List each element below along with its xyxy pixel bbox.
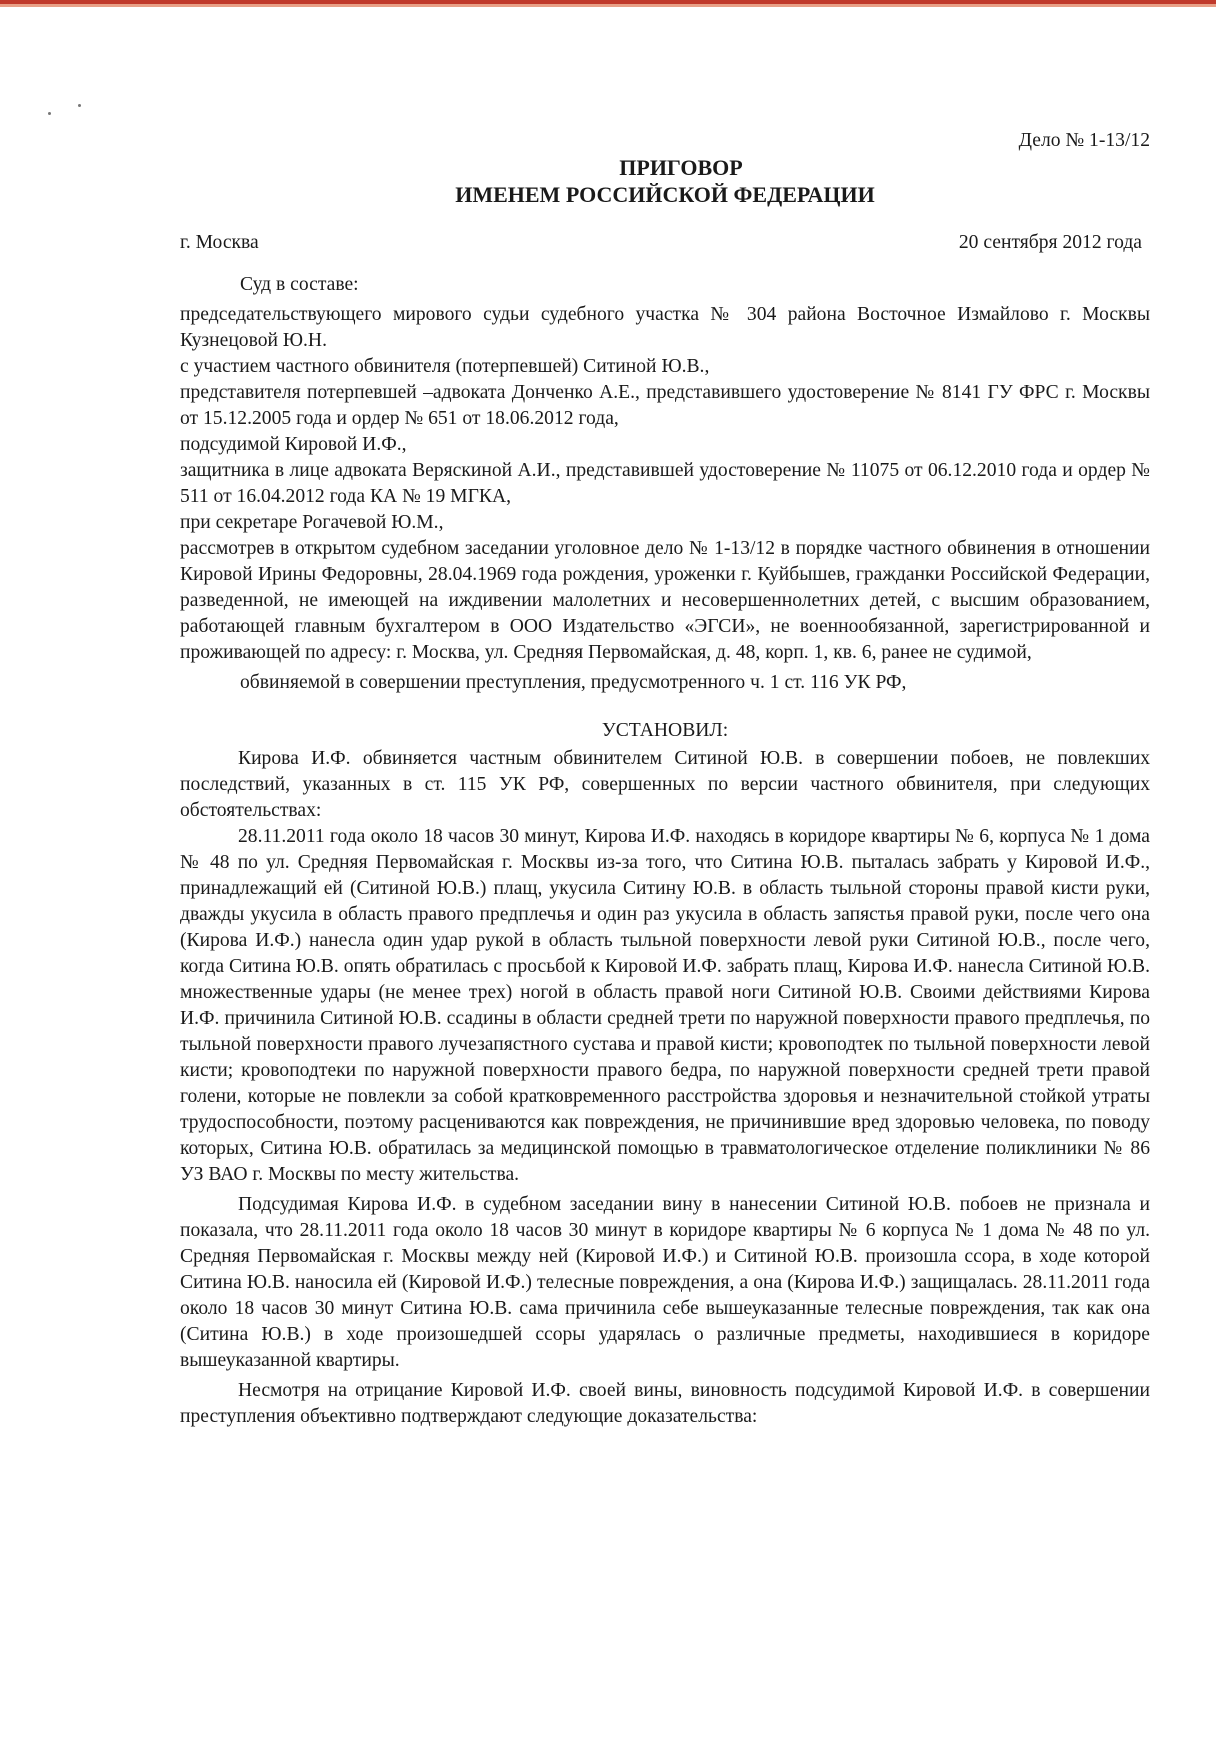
scan-speck — [48, 112, 51, 115]
case-consideration: рассмотрев в открытом судебном заседании уголовное дело № 1-13/12 в порядке частного обвинения в отношении Кировой Ирины Федоровны, 28.04.1969 года рождения, уроженки г. Куйбышев, гражданки Российской Федерации, разведенной, не имеющей на иждивении малолетних и несовершеннолетних детей, с высшим образованием, работающей главным бухгалтером в ООО Издательство «ЭГСИ», не военнообязанной, зарегистрированной и проживающей по адресу: г. Москва, ул. Средняя Первомайская, д. 48, корп. 1, кв. 6, ранее не судимой, — [180, 538, 1150, 663]
private-prosecutor: с участием частного обвинителя (потерпевшей) Ситиной Ю.В., — [180, 356, 710, 377]
paragraph-circumstances: 28.11.2011 года около 18 часов 30 минут, Кирова И.Ф. находясь в коридоре квартиры № 6, корпуса № 1 дома № 48 по ул. Средняя Первомайская г. Москвы из-за того, что Ситина Ю.В. пыталась забрать у Кировой И.Ф., принадлежащий ей (Ситиной Ю.В.) плащ, укусила Ситину Ю.В. в область тыльной стороны правой кисти руки, дважды укусила в область правого предплечья и один раз укусила в область запястья правой руки, после чего она (Кирова И.Ф.) нанесла один удар рукой в область тыльной поверхности левой руки Ситиной Ю.В., после чего, когда Ситина Ю.В. опять обратилась с просьбой к Кировой И.Ф. забрать плащ, Кирова И.Ф. нанесла Ситиной Ю.В. множественные удары (не менее трех) ногой в область правой ноги Ситиной Ю.В. Своими действиями Кирова И.Ф. причинила Ситиной Ю.В. ссадины в области средней трети по наружной поверхности правого предплечья, по тыльной поверхности правого лучезапястного сустава и правой кисти; кровоподтек по тыльной поверхности левой кисти; кровоподтеки по наружной поверхности правого бедра, по наружной поверхности средней трети правой голени, которые не повлекли за собой кратковременного расстройства здоровья и незначительной стойкой утраты трудоспособности, поэтому расцениваются как повреждения, не причинившие вред здоровью человека, по поводу которых, Ситина Ю.В. обратилась за медицинской помощью в травматологическое отделение поликлиники № 86 УЗ ВАО г. Москвы по месту жительства. — [180, 826, 1150, 1185]
case-number: Дело № 1-13/12 — [1018, 130, 1150, 151]
victim-representative: представителя потерпевшей –адвоката Донченко А.Е., представившего удостоверение № 8141 ГУ ФРС г. Москвы от 15.12.2005 года и ордер № 651 от 18.06.2012 года, — [180, 382, 1150, 429]
city-date-line — [180, 230, 1150, 256]
presiding-judge: председательствующего мирового судьи судебного участка № 304 района Восточное Измайлово г. Москвы Кузнецовой Ю.Н. — [180, 304, 1150, 351]
paragraph-evidence: Несмотря на отрицание Кировой И.Ф. своей вины, виновность подсудимой Кировой И.Ф. в совершении преступления объективно подтверждают следующие доказательства: — [180, 1380, 1150, 1427]
established-heading: УСТАНОВИЛ: — [601, 720, 729, 741]
verdict-document — [180, 128, 1150, 1430]
document-subtitle: ИМЕНЕМ РОССИЙСКОЙ ФЕДЕРАЦИИ — [455, 182, 875, 207]
paragraph-accusation: Кирова И.Ф. обвиняется частным обвинителем Ситиной Ю.В. в совершении побоев, не повлекших последствий, указанных в ст. 115 УК РФ, совершенных по версии частного обвинителя, при следующих обстоятельствах: — [180, 748, 1150, 821]
secretary: при секретаре Рогачевой Ю.М., — [180, 512, 444, 533]
scan-edge-shadow — [0, 4, 1216, 7]
scan-speck — [78, 104, 81, 107]
court-composition-intro: Суд в составе: — [240, 274, 359, 295]
verdict-date: 20 сентября 2012 года — [958, 232, 1142, 253]
paragraph-defendant-testimony: Подсудимая Кирова И.Ф. в судебном заседании вину в нанесении Ситиной Ю.В. побоев не признала и показала, что 28.11.2011 года около 18 часов 30 минут в коридоре квартиры № 6 корпуса № 1 дома № 48 по ул. Средняя Первомайская г. Москвы между ней (Кировой И.Ф.) и Ситиной Ю.В. произошла ссора, в ходе которой Ситина Ю.В. наносила ей (Кировой И.Ф.) телесные повреждения, а она (Кирова И.Ф.) защищалась. 28.11.2011 года около 18 часов 30 минут Ситина Ю.В. сама причинила себе вышеуказанные телесные повреждения, так как она (Ситина Ю.В.) в ходе произошедшей ссоры ударялась о различные предметы, находившиеся в коридоре вышеуказанной квартиры. — [180, 1194, 1150, 1371]
city: г. Москва — [180, 232, 259, 253]
defendant: подсудимой Кировой И.Ф., — [180, 434, 407, 455]
defender: защитника в лице адвоката Веряскиной А.И., представившей удостоверение № 11075 от 06.12.2010 года и ордер № 511 от 16.04.2012 года КА № 19 МГКА, — [180, 460, 1150, 507]
blank-page-bottom — [0, 1580, 1216, 1755]
charge: обвиняемой в совершении преступления, предусмотренного ч. 1 ст. 116 УК РФ, — [240, 672, 907, 693]
document-title: ПРИГОВОР — [619, 155, 743, 180]
